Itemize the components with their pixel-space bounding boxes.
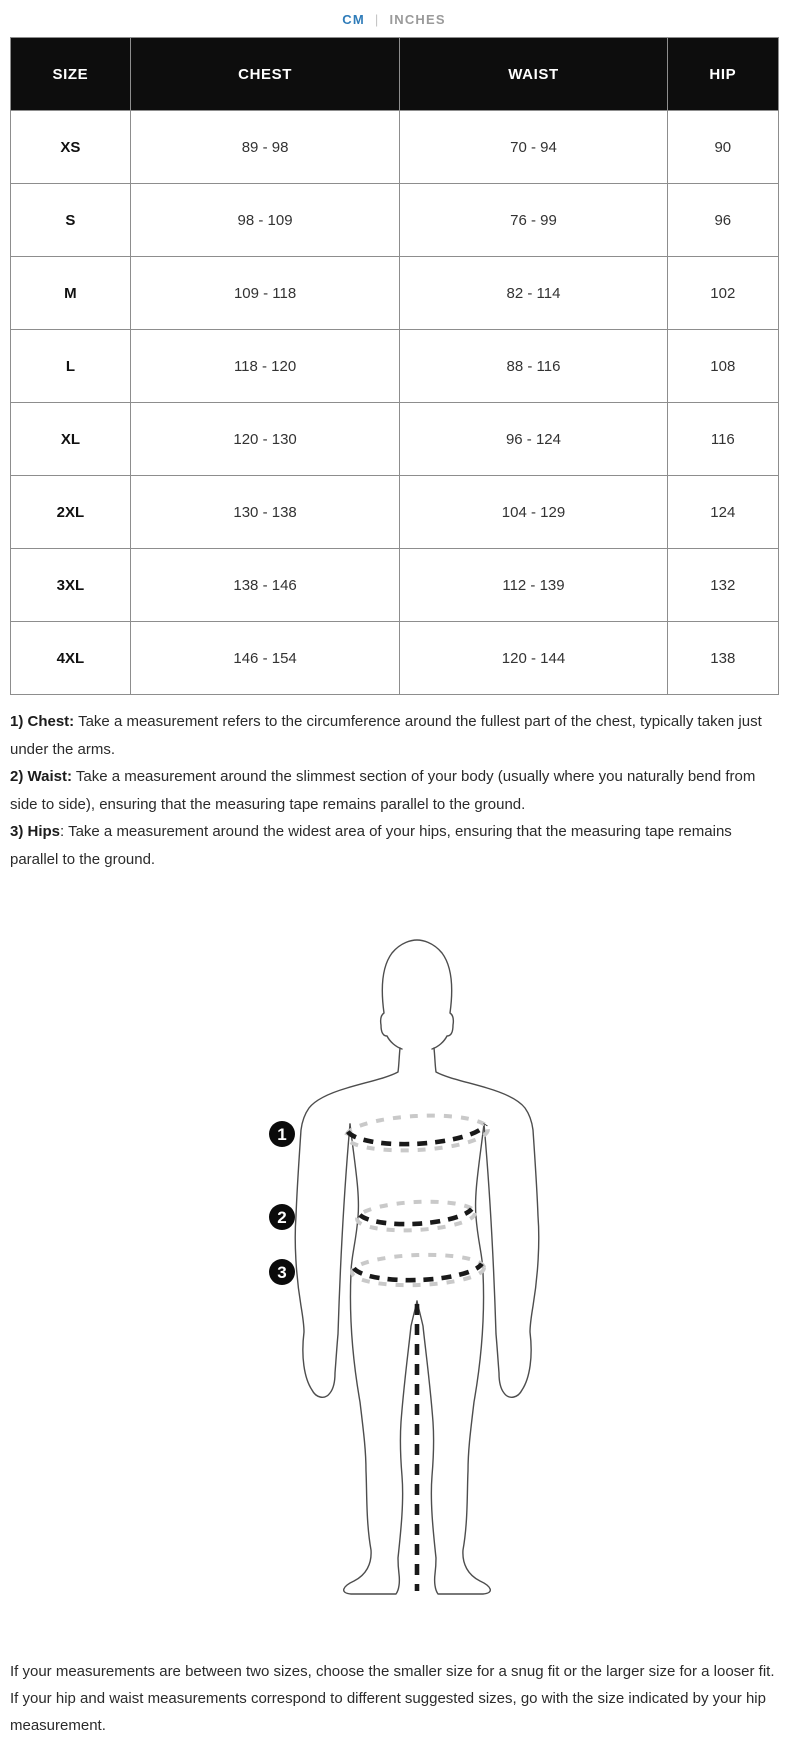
table-row <box>11 330 779 403</box>
figure-head-outline <box>381 940 454 1049</box>
hip-cell: 132 <box>667 549 778 622</box>
waist-cell: 104 - 129 <box>400 476 667 549</box>
instruction-chest <box>10 708 780 763</box>
measurement-instructions <box>10 708 780 873</box>
header-waist: WAIST <box>400 38 667 111</box>
figure-right-body-outline <box>417 1124 490 1594</box>
body-measurement-diagram <box>250 930 570 1610</box>
hip-measure-ring <box>352 1253 485 1288</box>
table-row <box>11 476 779 549</box>
table-row <box>11 111 779 184</box>
hip-cell: 124 <box>667 476 778 549</box>
chest-measure-ring <box>345 1112 489 1153</box>
figure-left-body-outline <box>344 1124 417 1594</box>
waist-marker-icon <box>269 1204 295 1230</box>
instruction-hips <box>10 818 780 873</box>
instruction-chest-text: Take a measurement refers to the circumference around the fullest part of the chest, typically taken just under the arms. <box>10 713 762 758</box>
body-figure-illustration <box>250 930 570 1610</box>
hip-ring-back-dash <box>352 1253 485 1288</box>
table-header-row <box>11 38 779 111</box>
waist-cell: 120 - 144 <box>400 622 667 695</box>
waist-cell: 88 - 116 <box>400 330 667 403</box>
chest-cell: 138 - 146 <box>130 549 400 622</box>
size-cell: 4XL <box>11 622 131 695</box>
hip-cell: 108 <box>667 330 778 403</box>
header-hip: HIP <box>667 38 778 111</box>
hip-cell: 96 <box>667 184 778 257</box>
chest-cell: 98 - 109 <box>130 184 400 257</box>
size-cell: S <box>11 184 131 257</box>
fit-advice-text: If your measurements are between two sizes, choose the smaller size for a snug fit or the larger size for a looser fit. If your hip and waist measurements correspond to different suggested sizes, go with the size indicated by your hip measurement. <box>10 1663 775 1734</box>
chest-marker-icon <box>269 1121 295 1147</box>
chest-cell: 120 - 130 <box>130 403 400 476</box>
chest-cell: 89 - 98 <box>130 111 400 184</box>
size-cell: 2XL <box>11 476 131 549</box>
units-toggle <box>0 8 788 30</box>
marker-2-number: 2 <box>277 1208 287 1227</box>
marker-3-number: 3 <box>277 1263 287 1282</box>
units-divider: | <box>374 11 380 27</box>
chest-cell: 118 - 120 <box>130 330 400 403</box>
chest-cell: 109 - 118 <box>130 257 400 330</box>
chest-ring-front-dash <box>348 1124 487 1147</box>
chest-cell: 146 - 154 <box>130 622 400 695</box>
waist-cell: 82 - 114 <box>400 257 667 330</box>
size-cell: XS <box>11 111 131 184</box>
table-row <box>11 549 779 622</box>
unit-cm-button[interactable]: CM <box>342 11 365 27</box>
hip-cell: 102 <box>667 257 778 330</box>
waist-cell: 76 - 99 <box>400 184 667 257</box>
header-chest: CHEST <box>130 38 400 111</box>
figure-right-arm-outline <box>434 1048 539 1397</box>
waist-measure-ring <box>356 1199 475 1233</box>
hip-ring-front-dash <box>354 1264 482 1282</box>
instruction-hips-text: : Take a measurement around the widest area of your hips, ensuring that the measuring tape remains parallel to the ground. <box>10 823 732 868</box>
size-chart-table-container <box>10 37 779 695</box>
instruction-chest-label: 1) Chest: <box>10 713 75 730</box>
size-chart-table <box>10 37 779 695</box>
waist-cell: 96 - 124 <box>400 403 667 476</box>
instruction-waist-label: 2) Waist: <box>10 768 72 785</box>
waist-cell: 112 - 139 <box>400 549 667 622</box>
chest-cell: 130 - 138 <box>130 476 400 549</box>
size-cell: XL <box>11 403 131 476</box>
chest-ring-back-dash <box>345 1112 489 1153</box>
instruction-waist-text: Take a measurement around the slimmest section of your body (usually where you naturally bend from side to side), ensuring that the measuring tape remains parallel to the ground. <box>10 768 756 813</box>
size-cell: L <box>11 330 131 403</box>
header-size: SIZE <box>11 38 131 111</box>
hip-cell: 90 <box>667 111 778 184</box>
waist-cell: 70 - 94 <box>400 111 667 184</box>
size-cell: M <box>11 257 131 330</box>
hip-marker-icon <box>269 1259 295 1285</box>
table-row <box>11 403 779 476</box>
hip-cell: 138 <box>667 622 778 695</box>
instruction-waist <box>10 763 780 818</box>
waist-ring-back-dash <box>356 1199 475 1233</box>
instruction-hips-label: 3) Hips <box>10 823 61 840</box>
hip-cell: 116 <box>667 403 778 476</box>
size-cell: 3XL <box>11 549 131 622</box>
table-row <box>11 184 779 257</box>
table-row <box>11 622 779 695</box>
fit-advice-note <box>10 1658 782 1739</box>
unit-inches-button[interactable]: INCHES <box>389 11 446 27</box>
table-row <box>11 257 779 330</box>
marker-1-number: 1 <box>277 1125 287 1144</box>
